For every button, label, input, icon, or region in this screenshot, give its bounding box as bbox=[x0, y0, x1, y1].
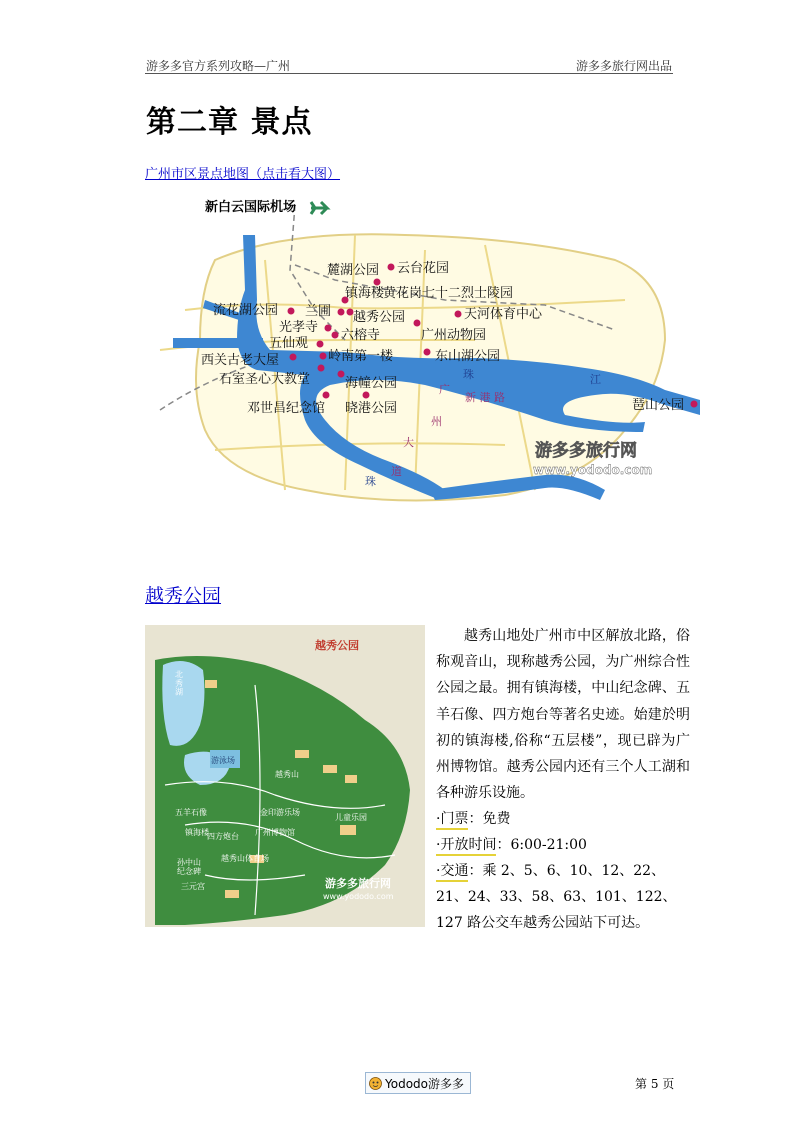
header-right: 游多多旅行网出品 bbox=[575, 59, 672, 73]
hours-info bbox=[436, 832, 690, 858]
poi-zhenhai: 镇海楼 bbox=[345, 286, 385, 301]
ticket-label: ·门票 bbox=[436, 810, 468, 830]
poi-yuntai: 云台花园 bbox=[397, 261, 450, 276]
map-watermark-en: www.yododo.com bbox=[533, 463, 653, 477]
guangzhou-attractions-map[interactable] bbox=[145, 190, 700, 510]
park-watermark-en: www.yododo.com bbox=[323, 892, 394, 901]
park-swim: 游泳场 bbox=[211, 756, 235, 765]
park-sanyuan: 三元宫 bbox=[181, 882, 205, 891]
park-museum: 广州博物馆 bbox=[255, 828, 295, 837]
map-watermark-cn: 游多多旅行网 bbox=[535, 441, 637, 461]
park-paotai: 四方炮台 bbox=[207, 832, 239, 841]
poi-yuexiu: 越秀公园 bbox=[353, 310, 406, 325]
park-wuyang: 五羊石像 bbox=[175, 808, 207, 817]
header-left: 游多多官方系列攻略—广州 bbox=[146, 59, 291, 73]
yuexiu-park-map[interactable] bbox=[145, 625, 425, 927]
poi-liuhuahu: 流花湖公园 bbox=[213, 303, 279, 318]
park-stadium: 越秀山体育场 bbox=[221, 854, 269, 863]
poi-wuxian: 五仙观 bbox=[269, 336, 309, 351]
park-watermark-cn: 游多多旅行网 bbox=[325, 877, 391, 890]
yododo-logo[interactable] bbox=[365, 1072, 471, 1094]
road-xingang: 新 港 路 bbox=[465, 391, 505, 404]
park-memorial: 孙中山纪念碑 bbox=[177, 858, 201, 876]
poi-shishi: 石室圣心大教堂 bbox=[219, 372, 311, 387]
park-zhenhailou: 镇海楼 bbox=[185, 828, 209, 837]
poi-tianhe: 天河体育中心 bbox=[464, 307, 543, 322]
poi-lingnan: 岭南第一楼 bbox=[328, 349, 394, 364]
ticket-info bbox=[436, 806, 690, 832]
road-char-zhou: 州 bbox=[431, 415, 442, 428]
chapter-title: 第二章 景点 bbox=[146, 105, 313, 140]
page-number: 第 5 页 bbox=[635, 1077, 675, 1091]
header-divider bbox=[145, 73, 673, 74]
poi-guangxiao: 光孝寺 bbox=[279, 320, 319, 335]
transport-label: ·交通 bbox=[436, 862, 468, 882]
poi-xiguan: 西关古老大屋 bbox=[201, 353, 280, 368]
hours-value: ：6:00-21:00 bbox=[496, 837, 587, 853]
poi-zoo: 广州动物园 bbox=[421, 328, 487, 343]
city-map-link[interactable]: 广州市区景点地图（点击看大图） bbox=[145, 167, 341, 182]
poi-dengshichang: 邓世昌纪念馆 bbox=[247, 401, 326, 416]
park-jinyin: 金印游乐场 bbox=[260, 808, 300, 817]
poi-lanpu: 兰圃 bbox=[305, 304, 332, 319]
section-title-yuexiu[interactable]: 越秀公园 bbox=[145, 585, 222, 607]
park-map-title: 越秀公园 bbox=[315, 639, 359, 652]
poi-huanghuagang: 黄花岗七十二烈士陵园 bbox=[383, 286, 514, 301]
poi-xiaogang: 晓港公园 bbox=[345, 401, 398, 416]
park-yuexiushan: 越秀山 bbox=[275, 770, 299, 779]
road-char-dao: 道 bbox=[391, 465, 402, 478]
poi-haichuang: 海幢公园 bbox=[345, 376, 398, 391]
transport-info bbox=[436, 858, 690, 937]
transport-value: ：乘 2、5、6、10、12、22、21、24、33、58、63、101、122、127 路公交车越秀公园站下可达。 bbox=[436, 863, 677, 932]
park-description: 越秀山地处广州市中区解放北路，俗称观音山，现称越秀公园，为广州综合性公园之最。拥有镇海楼，中山纪念碑、五羊石像、四方炮台等著名史迹。始建於明初的镇海楼,俗称“五层楼”，现已辟为广州博物馆。越秀公园内还有三个人工湖和各种游乐设施。 bbox=[436, 628, 690, 802]
road-char-zhu2: 珠 bbox=[365, 475, 376, 488]
mascot-icon bbox=[369, 1077, 382, 1090]
hours-label: ·开放时间 bbox=[436, 836, 496, 856]
road-char-jiang: 江 bbox=[590, 373, 601, 386]
poi-dongshanhu: 东山湖公园 bbox=[435, 349, 501, 364]
airport-label: 新白云国际机场 bbox=[205, 200, 297, 215]
poi-pashan: 琶山公园 bbox=[632, 398, 685, 413]
ticket-value: ：免费 bbox=[468, 811, 511, 827]
road-char-da: 大 bbox=[403, 436, 414, 449]
park-kids: 儿童乐园 bbox=[335, 813, 367, 822]
poi-luhu: 麓湖公园 bbox=[327, 263, 380, 278]
park-beixiu: 北秀湖 bbox=[175, 670, 183, 697]
road-char-zhu: 珠 bbox=[463, 368, 474, 381]
poi-liurong: 六榕寺 bbox=[341, 328, 381, 343]
road-char-guang: 广 bbox=[439, 383, 450, 396]
footer-logo-text: Yododo游多多 bbox=[385, 1076, 464, 1091]
